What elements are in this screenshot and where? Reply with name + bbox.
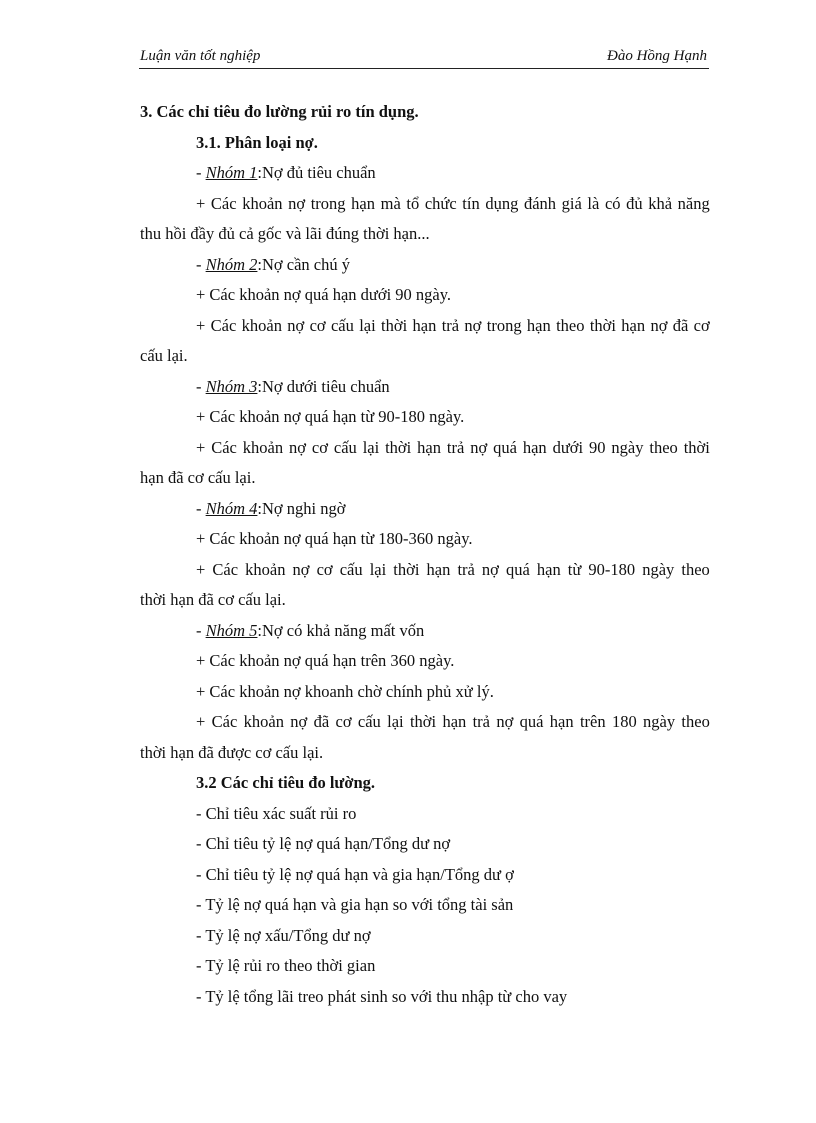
word: + <box>196 193 206 213</box>
subsection-title-indicators: 3.2 Các chỉ tiêu đo lường. <box>196 773 376 792</box>
group-item-line <box>140 707 710 738</box>
word: từ <box>567 559 582 579</box>
word: hạn <box>426 559 451 579</box>
group-item-continuation: hạn đã cơ cấu lại. <box>140 468 256 487</box>
word: thời <box>409 712 437 731</box>
group-dash: - <box>196 620 206 640</box>
indicator-item: - Tỷ lệ tổng lãi treo phát sinh so với thu nhập từ cho vay <box>196 986 568 1006</box>
indicator-item: - Chỉ tiêu xác suất rủi ro <box>196 803 357 823</box>
word: tín <box>462 193 480 213</box>
word: hạn <box>549 712 574 731</box>
word: cơ <box>316 559 333 579</box>
word: quá <box>519 712 544 731</box>
group-item-continuation: cấu lại. <box>140 346 188 365</box>
word: hạn <box>412 315 437 335</box>
group-item-line <box>140 555 710 586</box>
group-dash: - <box>196 163 206 182</box>
indicator-item: - Chỉ tiêu tỷ lệ nợ quá hạn và gia hạn/Tổng dư ợ <box>196 864 514 884</box>
group-dash: - <box>196 254 206 274</box>
indicator-item: - Tỷ lệ nợ quá hạn và gia hạn so với tổng tài sản <box>196 895 514 914</box>
word: thời <box>393 559 420 579</box>
word: thời <box>589 315 616 335</box>
word: nợ <box>481 559 499 579</box>
word: khoản <box>245 559 286 579</box>
group-item-line <box>140 433 710 464</box>
word: trả <box>446 437 465 457</box>
word: + <box>196 315 206 335</box>
group-description: :Nợ có khả năng mất vốn <box>257 620 425 640</box>
word: đã <box>672 315 689 335</box>
debt-group-heading <box>140 158 710 189</box>
word: dụng <box>485 193 519 213</box>
word: ngày <box>642 559 675 579</box>
debt-group-heading <box>140 250 710 281</box>
header-thesis-label: Luận văn tốt nghiệp <box>140 48 261 64</box>
word: ngày <box>643 712 676 731</box>
group-item-line: + Các khoản nợ quá hạn từ 180-360 ngày. <box>196 529 473 548</box>
word: 90-180 <box>588 559 636 579</box>
word: lại <box>362 437 380 457</box>
word: hạn <box>351 193 375 213</box>
group-item-line: + Các khoản nợ quá hạn dưới 90 ngày. <box>196 285 452 304</box>
word: trong <box>486 315 522 335</box>
word: trả <box>472 712 490 731</box>
word: khoản <box>242 437 284 457</box>
word: khoản <box>243 712 284 731</box>
subsection-title-debt-classification: 3.1. Phân loại nợ. <box>196 132 318 152</box>
group-description: :Nợ cần chú ý <box>257 254 350 274</box>
word: cấu <box>330 315 354 335</box>
word: theo <box>649 437 678 457</box>
word: chức <box>424 193 457 213</box>
word: khoản <box>241 315 282 335</box>
word: theo <box>681 559 710 579</box>
group-description: :Nợ dưới tiêu chuẩn <box>257 376 390 396</box>
word: hạn <box>442 712 467 731</box>
word: hạn <box>536 559 561 579</box>
word: tổ <box>406 193 420 213</box>
word: nợ <box>496 712 514 731</box>
word: đã <box>313 712 330 731</box>
indicator-item: - Chỉ tiêu tỷ lệ nợ quá hạn/Tổng dư nợ <box>196 834 451 853</box>
group-name: Nhóm 4 <box>205 498 258 518</box>
word: trong <box>310 193 346 213</box>
word: theo <box>556 315 585 335</box>
word: nợ <box>650 315 668 335</box>
page-header <box>139 46 709 69</box>
word: Các <box>211 437 237 457</box>
word: thời <box>381 315 408 335</box>
word: hạn <box>621 315 646 335</box>
group-item-continuation: thời hạn đã cơ cấu lại. <box>140 590 286 609</box>
word: 180 <box>611 712 637 731</box>
word: đánh <box>523 193 557 213</box>
word: theo <box>681 712 710 731</box>
word: 90 <box>588 437 606 457</box>
word: nợ <box>292 559 310 579</box>
group-name: Nhóm 2 <box>205 254 258 274</box>
indicator-list <box>140 799 710 1013</box>
indicator-item: - Tỷ lệ nợ xấu/Tổng dư nợ <box>196 925 371 945</box>
group-name: Nhóm 1 <box>205 163 258 182</box>
group-dash: - <box>196 498 206 518</box>
word: lại <box>387 712 404 731</box>
word: cấu <box>339 559 363 579</box>
word: quá <box>493 437 517 457</box>
group-dash: - <box>196 376 206 396</box>
word: cấu <box>333 437 357 457</box>
word: mà <box>380 193 401 213</box>
word: nợ <box>288 193 306 213</box>
word: dưới <box>552 437 584 457</box>
debt-group-heading <box>140 494 710 525</box>
word: + <box>196 437 206 457</box>
word: lại <box>369 559 387 579</box>
word: giá <box>561 193 582 213</box>
word: trả <box>457 559 475 579</box>
group-name: Nhóm 3 <box>205 376 258 396</box>
word: nợ <box>287 315 305 335</box>
word: đủ <box>626 193 643 213</box>
word: là <box>587 193 600 213</box>
group-description: :Nợ nghi ngờ <box>257 498 346 518</box>
debt-groups <box>140 158 710 768</box>
word: nợ <box>290 712 308 731</box>
word: + <box>196 712 206 731</box>
group-item-line <box>140 311 710 342</box>
debt-group-heading <box>140 616 710 647</box>
word: nợ <box>464 315 482 335</box>
word: lại <box>359 315 376 335</box>
group-item-line: + Các khoản nợ quá hạn từ 90-180 ngày. <box>196 407 465 426</box>
word: thời <box>683 437 710 457</box>
word: nợ <box>289 437 306 457</box>
word: quá <box>505 559 530 579</box>
word: cơ <box>309 315 326 335</box>
word: có <box>604 193 621 213</box>
word: cơ <box>311 437 328 457</box>
word: thời <box>385 437 412 457</box>
group-name: Nhóm 5 <box>205 620 258 640</box>
word: khả <box>648 193 673 213</box>
group-item-line <box>140 189 710 220</box>
word: hạn <box>526 315 551 335</box>
group-item-continuation: thời hạn đã được cơ cấu lại. <box>140 742 324 762</box>
word: Các <box>211 712 238 731</box>
group-item-continuation: thu hồi đầy đủ cả gốc và lãi đúng thời hạn... <box>140 224 430 243</box>
document-body <box>140 97 710 1012</box>
debt-group-heading <box>140 372 710 403</box>
group-item-line: + Các khoản nợ quá hạn trên 360 ngày. <box>196 651 455 670</box>
word: hạn <box>417 437 441 457</box>
word: trả <box>441 315 460 335</box>
word: khoản <box>242 193 283 213</box>
word: năng <box>677 193 710 213</box>
header-author-name: Đào Hồng Hạnh <box>607 48 707 64</box>
word: nợ <box>470 437 488 457</box>
word: cơ <box>693 315 710 335</box>
word: Các <box>210 193 237 213</box>
word: Các <box>210 315 237 335</box>
word: Các <box>212 559 239 579</box>
group-item-line: + Các khoản nợ khoanh chờ chính phủ xử lý. <box>196 681 494 701</box>
section-title: 3. Các chỉ tiêu đo lường rủi ro tín dụng. <box>140 102 419 121</box>
word: cơ <box>335 712 352 731</box>
word: ngày <box>611 437 644 457</box>
word: cấu <box>357 712 381 731</box>
word: hạn <box>522 437 547 457</box>
group-description: :Nợ đủ tiêu chuẩn <box>257 163 376 182</box>
word: trên <box>579 712 606 731</box>
indicator-item: - Tỷ lệ rủi ro theo thời gian <box>196 956 376 975</box>
word: + <box>196 559 206 579</box>
